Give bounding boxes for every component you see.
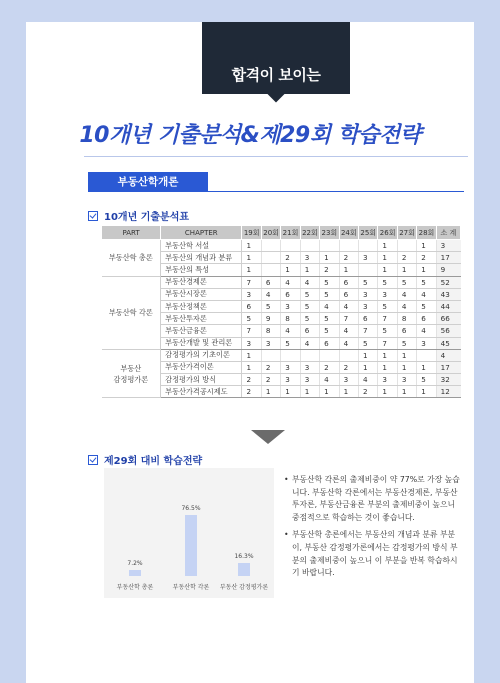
column-header: PART bbox=[102, 226, 161, 240]
section-label: 부동산학개론 bbox=[88, 172, 208, 192]
count-cell bbox=[261, 264, 280, 276]
count-cell: 1 bbox=[378, 386, 397, 398]
bar-category-label: 부동산 감정평가론 bbox=[219, 584, 269, 591]
chapter-cell: 부동산정책론 bbox=[161, 300, 242, 312]
count-cell: 2 bbox=[242, 386, 261, 398]
count-cell bbox=[261, 252, 280, 264]
count-cell: 6 bbox=[339, 276, 358, 288]
count-cell bbox=[281, 349, 300, 361]
column-header: 22회 bbox=[300, 226, 319, 240]
strategy-notes bbox=[284, 474, 464, 585]
count-cell: 1 bbox=[242, 252, 261, 264]
total-cell: 12 bbox=[436, 386, 460, 398]
count-cell: 7 bbox=[378, 313, 397, 325]
count-cell: 1 bbox=[378, 349, 397, 361]
share-bar-chart bbox=[104, 468, 274, 598]
count-cell: 4 bbox=[417, 325, 436, 337]
count-cell: 8 bbox=[397, 313, 416, 325]
count-cell: 5 bbox=[300, 313, 319, 325]
count-cell bbox=[339, 240, 358, 252]
count-cell: 7 bbox=[242, 276, 261, 288]
table-row bbox=[102, 240, 461, 252]
total-cell: 45 bbox=[436, 337, 460, 349]
table-header-row bbox=[102, 226, 461, 240]
count-cell: 3 bbox=[281, 300, 300, 312]
table-row bbox=[102, 276, 461, 288]
bar-value-label: 76.5% bbox=[181, 504, 201, 512]
count-cell: 6 bbox=[358, 313, 377, 325]
count-cell: 5 bbox=[378, 300, 397, 312]
count-cell: 5 bbox=[242, 313, 261, 325]
count-cell: 3 bbox=[300, 361, 319, 373]
count-cell bbox=[300, 240, 319, 252]
count-cell: 1 bbox=[358, 349, 377, 361]
count-cell: 3 bbox=[378, 288, 397, 300]
header-tab bbox=[202, 22, 350, 94]
total-cell: 52 bbox=[436, 276, 460, 288]
exam-analysis-table bbox=[101, 225, 461, 398]
count-cell: 2 bbox=[358, 386, 377, 398]
count-cell: 1 bbox=[397, 264, 416, 276]
count-cell: 3 bbox=[281, 374, 300, 386]
count-cell: 1 bbox=[281, 264, 300, 276]
chapter-cell: 부동산가격이론 bbox=[161, 361, 242, 373]
count-cell: 1 bbox=[378, 361, 397, 373]
checkbox-icon bbox=[88, 455, 98, 465]
count-cell: 1 bbox=[378, 252, 397, 264]
count-cell: 1 bbox=[397, 386, 416, 398]
count-cell: 4 bbox=[261, 288, 280, 300]
count-cell: 1 bbox=[339, 386, 358, 398]
count-cell: 1 bbox=[397, 349, 416, 361]
count-cell bbox=[281, 240, 300, 252]
count-cell: 5 bbox=[261, 300, 280, 312]
bar-value-label: 7.2% bbox=[127, 560, 143, 568]
chapter-cell: 부동산가격공시제도 bbox=[161, 386, 242, 398]
count-cell: 3 bbox=[397, 374, 416, 386]
count-cell: 4 bbox=[397, 300, 416, 312]
chapter-cell: 감정평가의 기초이론 bbox=[161, 349, 242, 361]
count-cell: 1 bbox=[417, 361, 436, 373]
total-cell: 66 bbox=[436, 313, 460, 325]
count-cell: 3 bbox=[358, 252, 377, 264]
chapter-cell: 부동산투자론 bbox=[161, 313, 242, 325]
bar-category-label: 부동산학 총론 bbox=[116, 584, 154, 591]
count-cell: 6 bbox=[320, 337, 339, 349]
column-header: 소 계 bbox=[436, 226, 460, 240]
count-cell: 1 bbox=[320, 386, 339, 398]
count-cell bbox=[261, 349, 280, 361]
count-cell: 1 bbox=[242, 264, 261, 276]
column-header: 27회 bbox=[397, 226, 416, 240]
count-cell: 1 bbox=[358, 361, 377, 373]
count-cell: 6 bbox=[242, 300, 261, 312]
bar-category-label: 부동산학 각론 bbox=[172, 584, 210, 591]
count-cell: 4 bbox=[300, 337, 319, 349]
column-header: 25회 bbox=[358, 226, 377, 240]
count-cell: 5 bbox=[417, 300, 436, 312]
count-cell: 2 bbox=[261, 374, 280, 386]
count-cell: 2 bbox=[320, 264, 339, 276]
count-cell: 4 bbox=[320, 374, 339, 386]
count-cell: 1 bbox=[417, 240, 436, 252]
count-cell: 3 bbox=[417, 337, 436, 349]
count-cell: 5 bbox=[320, 313, 339, 325]
count-cell: 2 bbox=[261, 361, 280, 373]
count-cell: 7 bbox=[378, 337, 397, 349]
count-cell bbox=[339, 349, 358, 361]
count-cell bbox=[300, 349, 319, 361]
count-cell: 1 bbox=[417, 264, 436, 276]
table-heading bbox=[88, 208, 189, 223]
part-cell: 부동산학 각론 bbox=[102, 276, 161, 349]
total-cell: 56 bbox=[436, 325, 460, 337]
total-cell: 44 bbox=[436, 300, 460, 312]
count-cell: 3 bbox=[300, 252, 319, 264]
count-cell: 5 bbox=[320, 288, 339, 300]
count-cell: 4 bbox=[281, 276, 300, 288]
total-cell: 17 bbox=[436, 361, 460, 373]
column-header: 26회 bbox=[378, 226, 397, 240]
chapter-cell: 감정평가의 방식 bbox=[161, 374, 242, 386]
count-cell: 3 bbox=[358, 300, 377, 312]
count-cell: 7 bbox=[339, 313, 358, 325]
count-cell: 3 bbox=[261, 337, 280, 349]
total-cell: 17 bbox=[436, 252, 460, 264]
count-cell: 6 bbox=[281, 288, 300, 300]
count-cell: 4 bbox=[320, 300, 339, 312]
count-cell bbox=[320, 349, 339, 361]
count-cell: 4 bbox=[417, 288, 436, 300]
strategy-heading-text: 제29회 대비 학습전략 bbox=[104, 456, 203, 467]
column-header: 23회 bbox=[320, 226, 339, 240]
count-cell: 4 bbox=[281, 325, 300, 337]
count-cell: 1 bbox=[378, 264, 397, 276]
count-cell: 3 bbox=[300, 374, 319, 386]
count-cell: 4 bbox=[300, 276, 319, 288]
count-cell: 7 bbox=[358, 325, 377, 337]
count-cell: 7 bbox=[242, 325, 261, 337]
count-cell: 2 bbox=[417, 252, 436, 264]
count-cell: 1 bbox=[242, 349, 261, 361]
count-cell bbox=[261, 240, 280, 252]
count-cell: 3 bbox=[378, 374, 397, 386]
count-cell bbox=[417, 349, 436, 361]
count-cell: 3 bbox=[242, 288, 261, 300]
count-cell: 8 bbox=[261, 325, 280, 337]
page bbox=[26, 22, 474, 683]
total-cell: 32 bbox=[436, 374, 460, 386]
count-cell: 3 bbox=[339, 374, 358, 386]
column-header: CHAPTER bbox=[161, 226, 242, 240]
count-cell: 6 bbox=[397, 325, 416, 337]
count-cell: 3 bbox=[281, 361, 300, 373]
count-cell: 2 bbox=[339, 361, 358, 373]
count-cell: 1 bbox=[242, 240, 261, 252]
count-cell: 5 bbox=[358, 337, 377, 349]
table-row bbox=[102, 349, 461, 361]
chart-bar bbox=[238, 563, 250, 576]
chapter-cell: 부동산의 개념과 분류 bbox=[161, 252, 242, 264]
chapter-cell: 부동산학 서설 bbox=[161, 240, 242, 252]
chapter-cell: 부동산시장론 bbox=[161, 288, 242, 300]
count-cell: 2 bbox=[320, 361, 339, 373]
count-cell: 4 bbox=[339, 325, 358, 337]
count-cell: 8 bbox=[281, 313, 300, 325]
column-header: 28회 bbox=[417, 226, 436, 240]
count-cell: 1 bbox=[320, 252, 339, 264]
count-cell bbox=[320, 240, 339, 252]
section-divider bbox=[208, 191, 464, 192]
count-cell: 6 bbox=[300, 325, 319, 337]
count-cell: 5 bbox=[300, 288, 319, 300]
count-cell: 6 bbox=[417, 313, 436, 325]
checkbox-icon bbox=[88, 211, 98, 221]
chart-bar bbox=[185, 515, 197, 576]
count-cell: 5 bbox=[378, 276, 397, 288]
count-cell: 5 bbox=[397, 276, 416, 288]
count-cell: 3 bbox=[358, 288, 377, 300]
column-header: 21회 bbox=[281, 226, 300, 240]
count-cell: 4 bbox=[339, 300, 358, 312]
count-cell: 2 bbox=[397, 252, 416, 264]
count-cell: 5 bbox=[417, 276, 436, 288]
total-cell: 3 bbox=[436, 240, 460, 252]
count-cell: 4 bbox=[339, 337, 358, 349]
count-cell: 1 bbox=[300, 386, 319, 398]
count-cell: 1 bbox=[339, 264, 358, 276]
total-cell: 4 bbox=[436, 349, 460, 361]
count-cell: 6 bbox=[261, 276, 280, 288]
count-cell: 2 bbox=[242, 374, 261, 386]
count-cell: 5 bbox=[320, 276, 339, 288]
part-cell: 부동산학 총론 bbox=[102, 240, 161, 277]
count-cell: 3 bbox=[242, 337, 261, 349]
count-cell: 4 bbox=[358, 374, 377, 386]
count-cell: 1 bbox=[417, 386, 436, 398]
strategy-note: • 부동산학 각론의 출제비중이 약 77%로 가장 높습니다. 부동산학 각론에서는 부동산경제론, 부동산투자론, 부동산금융론 부분의 출제비중이 높으니 중점적으로 학습하는 것이 좋습니다. bbox=[284, 474, 464, 524]
strategy-heading bbox=[88, 452, 202, 467]
count-cell: 1 bbox=[242, 361, 261, 373]
count-cell: 1 bbox=[300, 264, 319, 276]
total-cell: 9 bbox=[436, 264, 460, 276]
column-header: 24회 bbox=[339, 226, 358, 240]
bar-value-label: 16.3% bbox=[234, 552, 254, 560]
page-title: 10개년 기출분석&제29회 학습전략 bbox=[79, 123, 421, 148]
count-cell bbox=[358, 240, 377, 252]
count-cell bbox=[397, 240, 416, 252]
total-cell: 43 bbox=[436, 288, 460, 300]
table-heading-text: 10개년 기출분석표 bbox=[104, 212, 190, 223]
count-cell: 1 bbox=[261, 386, 280, 398]
header-tab-label: 합격이 보이는 bbox=[231, 66, 321, 84]
count-cell: 1 bbox=[378, 240, 397, 252]
column-header: 20회 bbox=[261, 226, 280, 240]
count-cell: 1 bbox=[281, 386, 300, 398]
chapter-cell: 부동산개발 및 관리론 bbox=[161, 337, 242, 349]
arrow-down-icon bbox=[251, 430, 285, 444]
count-cell: 1 bbox=[397, 361, 416, 373]
chapter-cell: 부동산의 특성 bbox=[161, 264, 242, 276]
count-cell: 9 bbox=[261, 313, 280, 325]
chapter-cell: 부동산금융론 bbox=[161, 325, 242, 337]
title-divider bbox=[84, 156, 468, 157]
count-cell: 2 bbox=[281, 252, 300, 264]
strategy-note: • 부동산학 총론에서는 부동산의 개념과 분류 부분이, 부동산 감정평가론에서는 감정평가의 방식 부분의 출제비중이 높으니 이 부분을 반복 학습하시기 바랍니다. bbox=[284, 529, 464, 579]
count-cell: 5 bbox=[300, 300, 319, 312]
count-cell: 5 bbox=[281, 337, 300, 349]
column-header: 19회 bbox=[242, 226, 261, 240]
chapter-cell: 부동산경제론 bbox=[161, 276, 242, 288]
count-cell: 6 bbox=[339, 288, 358, 300]
chart-bar bbox=[129, 570, 141, 576]
count-cell: 4 bbox=[397, 288, 416, 300]
header-tab-notch bbox=[268, 86, 285, 103]
count-cell: 5 bbox=[417, 374, 436, 386]
count-cell: 5 bbox=[320, 325, 339, 337]
part-cell: 부동산 감정평가론 bbox=[102, 349, 161, 398]
count-cell: 5 bbox=[397, 337, 416, 349]
count-cell: 2 bbox=[339, 252, 358, 264]
count-cell: 5 bbox=[358, 276, 377, 288]
count-cell bbox=[358, 264, 377, 276]
count-cell: 5 bbox=[378, 325, 397, 337]
